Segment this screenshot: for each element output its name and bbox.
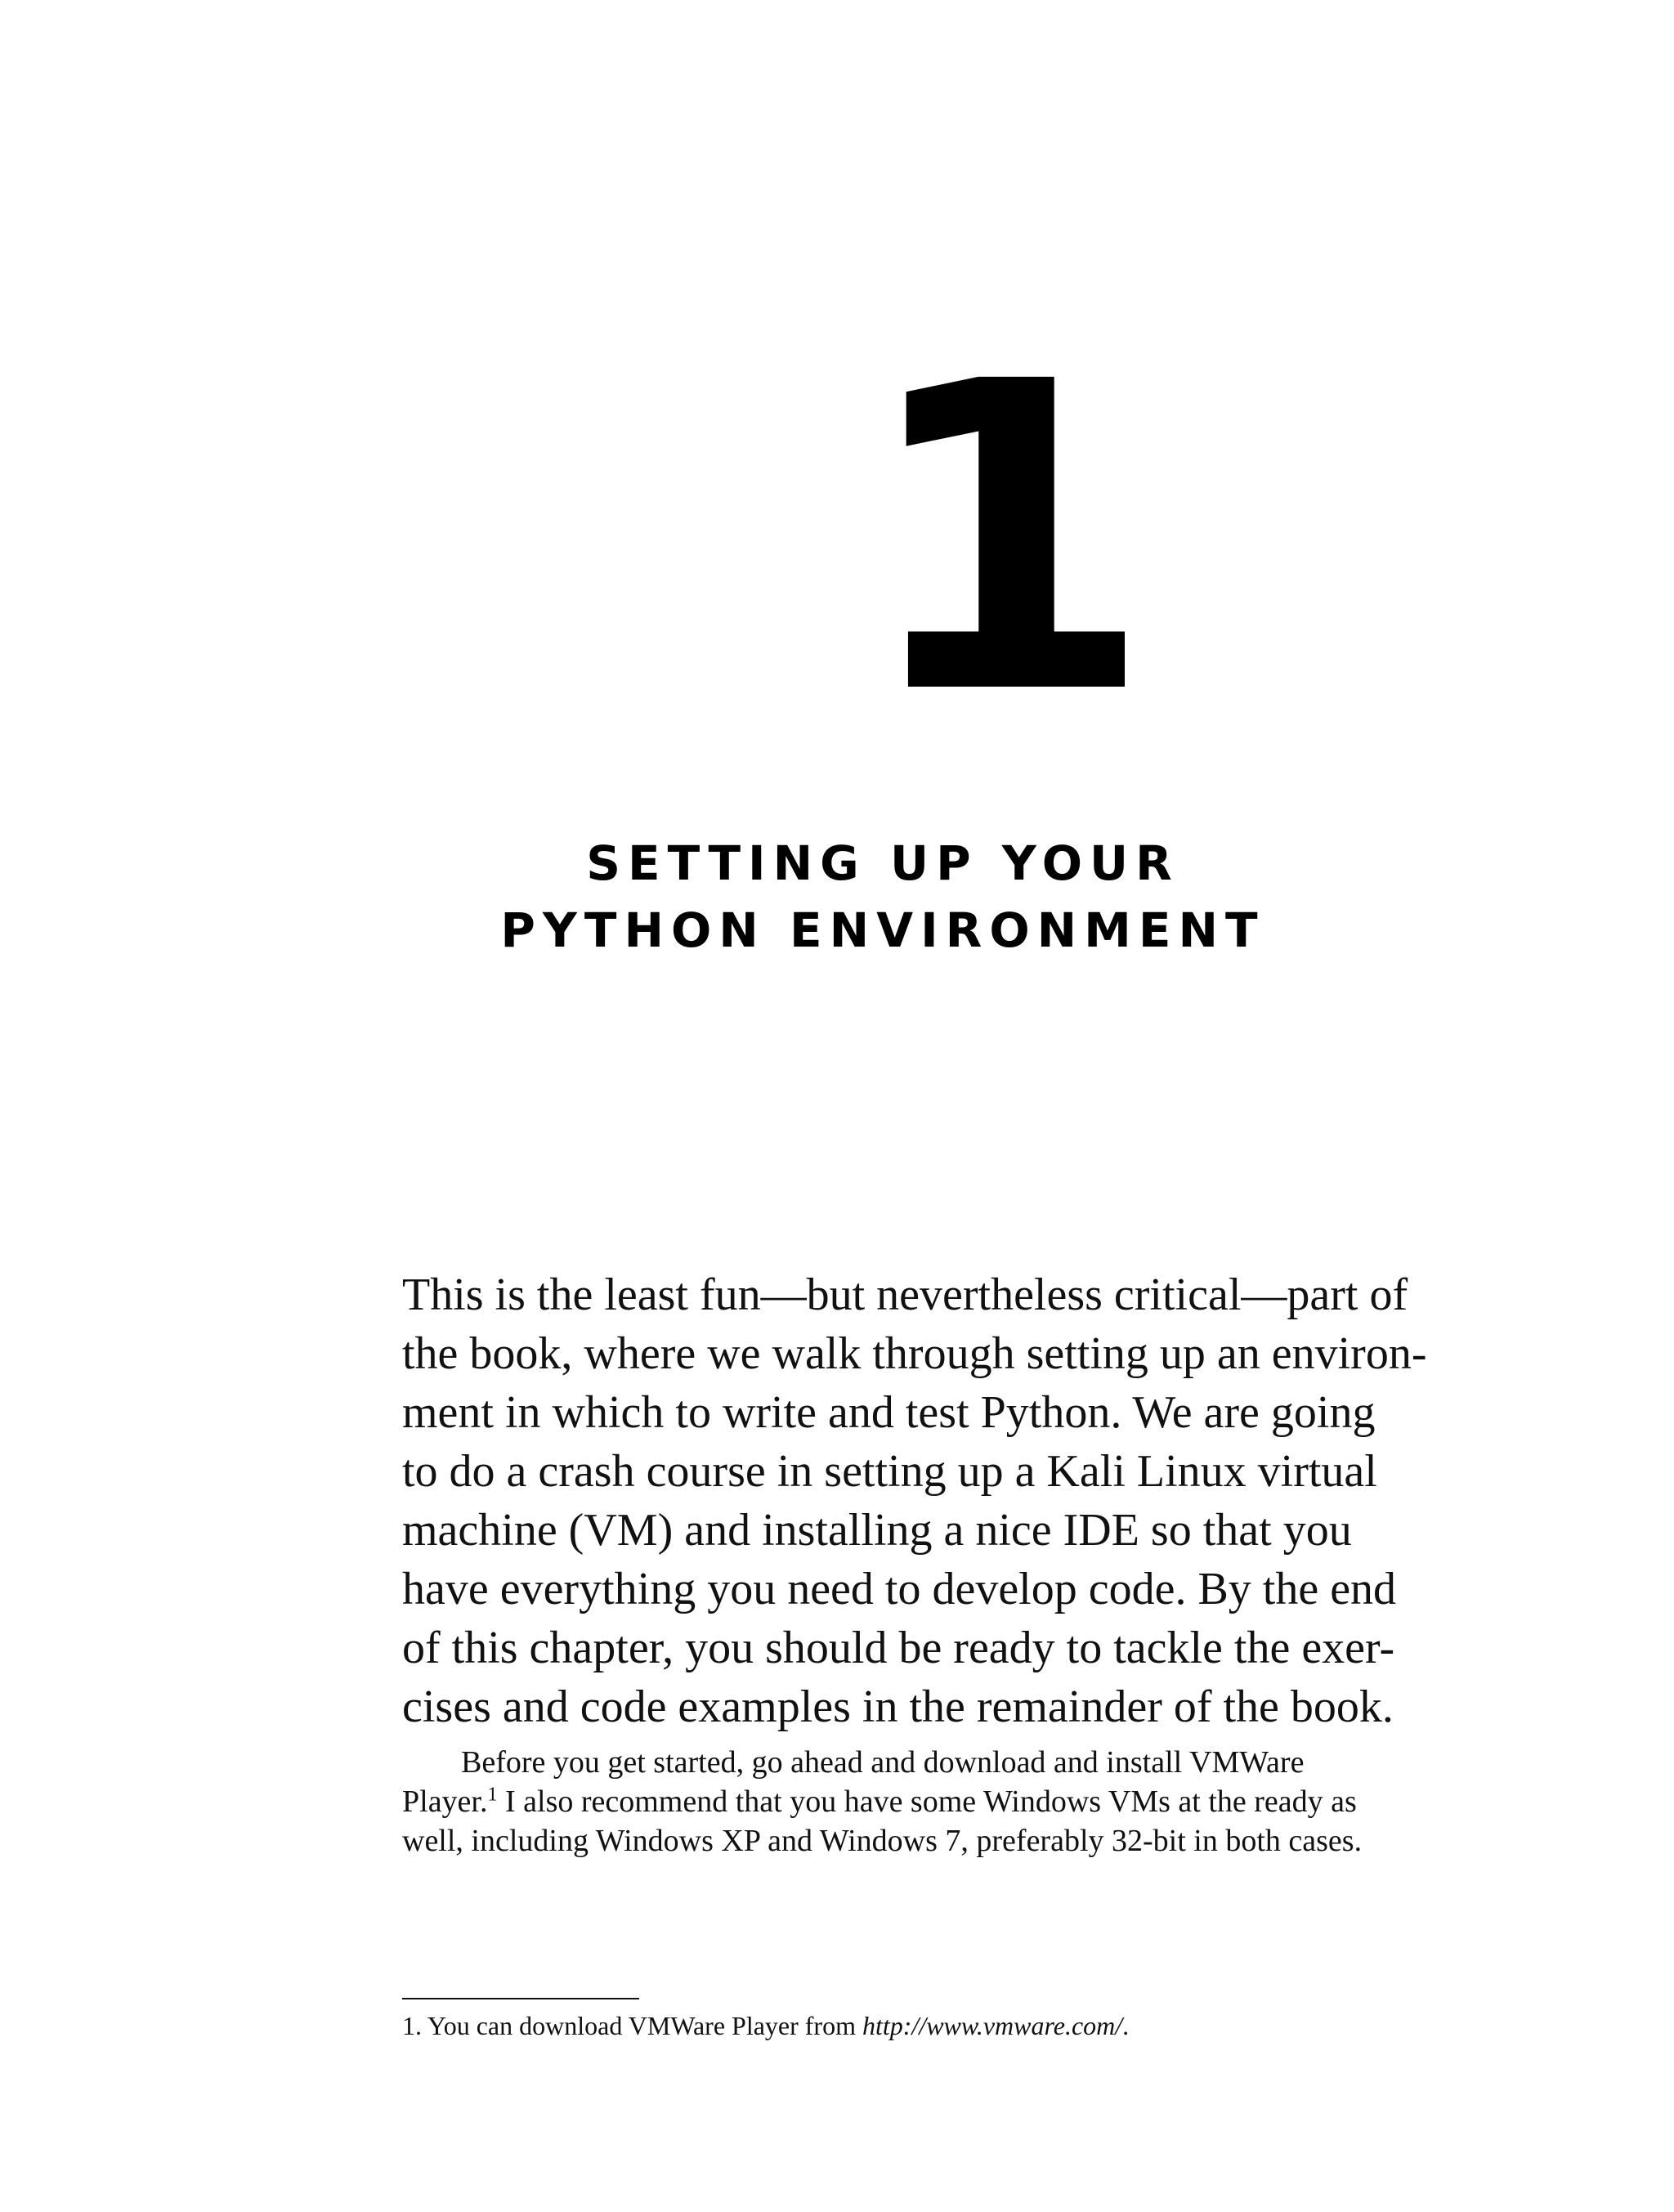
body-line-2-end: I also recommend that you have some Windows VMs at the ready as (497, 1784, 1357, 1819)
footnote (402, 2009, 1481, 2042)
intro-paragraph (402, 1265, 1481, 1736)
body-line-3: well, including Windows XP and Windows 7, preferably 32-bit in both cases. (402, 1824, 1363, 1858)
intro-line: the book, where we walk through setting up an environ- (402, 1328, 1427, 1379)
intro-line: of this chapter, you should be ready to tackle the exer- (402, 1623, 1395, 1673)
chapter-number: 1 (858, 292, 1146, 787)
intro-line: cises and code examples in the remainder of the book. (402, 1681, 1394, 1732)
body-paragraph (402, 1743, 1481, 1860)
chapter-title (458, 830, 1308, 964)
footnote-text: 1. You can download VMWare Player from (402, 2011, 862, 2040)
body-line-2 (402, 1782, 1481, 1821)
footnote-url[interactable]: http://www.vmware.com/ (862, 2011, 1123, 2040)
footnote-divider (402, 1998, 639, 1999)
body-line-2-start: Player. (402, 1784, 488, 1819)
chapter-title-line-1: SETTING UP YOUR (586, 835, 1179, 891)
intro-line: This is the least fun—but nevertheless critical—part of (402, 1269, 1408, 1320)
chapter-title-line-2: PYTHON ENVIRONMENT (500, 902, 1265, 958)
intro-line: machine (VM) and installing a nice IDE so that you (402, 1505, 1352, 1556)
footnote-ref[interactable]: 1 (487, 1784, 498, 1806)
intro-line: have everything you need to develop code. By the end (402, 1564, 1397, 1614)
intro-line: ment in which to write and test Python. We are going (402, 1387, 1376, 1438)
intro-line: to do a crash course in setting up a Kali Linux virtual (402, 1446, 1377, 1497)
footnote-end: . (1122, 2011, 1130, 2040)
body-line-1: Before you get started, go ahead and download and install VMWare (461, 1745, 1305, 1780)
